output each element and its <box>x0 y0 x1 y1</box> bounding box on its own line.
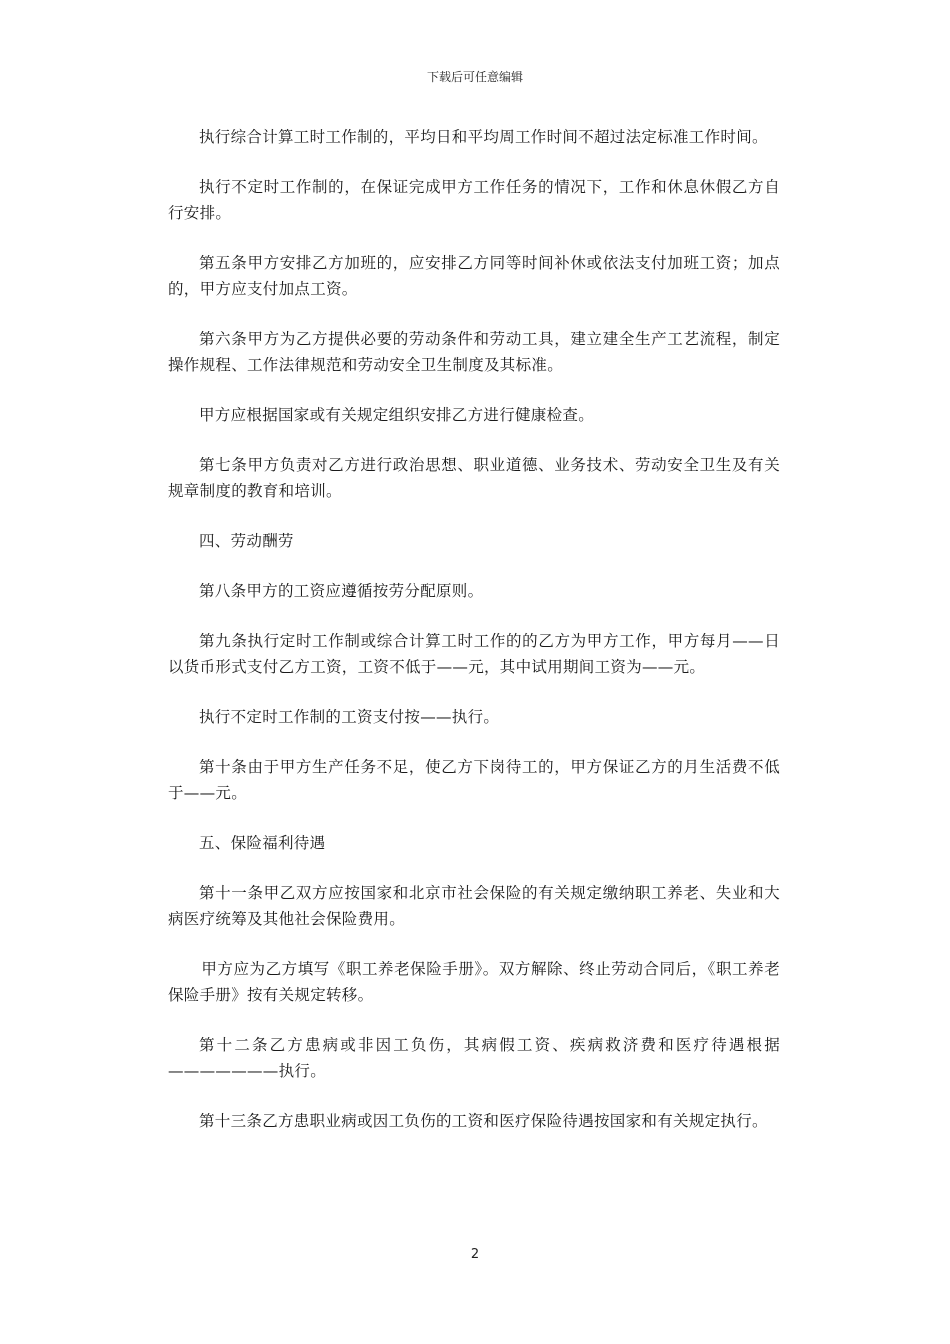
paragraph: 第十一条甲乙双方应按国家和北京市社会保险的有关规定缴纳职工养老、失业和大病医疗统筹及其他社会保险费用。 <box>168 884 780 928</box>
paragraph: 第八条甲方的工资应遵循按劳分配原则。 <box>199 582 484 600</box>
paragraph: 第十条由于甲方生产任务不足，使乙方下岗待工的，甲方保证乙方的月生活费不低于——元。 <box>168 758 780 802</box>
paragraph: 第七条甲方负责对乙方进行政治思想、职业道德、业务技术、劳动安全卫生及有关规章制度的教育和培训。 <box>168 456 780 500</box>
paragraph: 第五条甲方安排乙方加班的，应安排乙方同等时间补休或依法支付加班工资；加点的，甲方应支付加点工资。 <box>168 254 780 298</box>
paragraph: 第十二条乙方患病或非因工负伤，其病假工资、疾病救济费和医疗待遇根据———————执行。 <box>168 1036 780 1080</box>
paragraph: 甲方应为乙方填写《职工养老保险手册》。双方解除、终止劳动合同后，《职工养老保险手册》按有关规定转移。 <box>168 960 780 1004</box>
paragraph: 第九条执行定时工作制或综合计算工时工作的的乙方为甲方工作，甲方每月——日以货币形式支付乙方工资，工资不低于——元，其中试用期间工资为——元。 <box>168 632 780 676</box>
page-header: 下载后可任意编辑 <box>426 70 523 84</box>
paragraph: 执行不定时工作制的，在保证完成甲方工作任务的情况下，工作和休息休假乙方自行安排。 <box>168 178 780 222</box>
paragraph: 甲方应根据国家或有关规定组织安排乙方进行健康检查。 <box>199 406 595 424</box>
section-heading: 五、保险福利待遇 <box>199 834 326 852</box>
paragraph: 执行不定时工作制的工资支付按——执行。 <box>199 708 500 726</box>
page-number: 2 <box>470 1247 480 1262</box>
section-heading: 四、劳动酬劳 <box>199 532 294 550</box>
paragraph: 第十三条乙方患职业病或因工负伤的工资和医疗保险待遇按国家和有关规定执行。 <box>199 1112 768 1130</box>
document-body <box>168 124 780 1158</box>
paragraph: 第六条甲方为乙方提供必要的劳动条件和劳动工具，建立建全生产工艺流程，制定操作规程、工作法律规范和劳动安全卫生制度及其标准。 <box>168 330 780 374</box>
paragraph: 执行综合计算工时工作制的，平均日和平均周工作时间不超过法定标准工作时间。 <box>199 128 768 146</box>
